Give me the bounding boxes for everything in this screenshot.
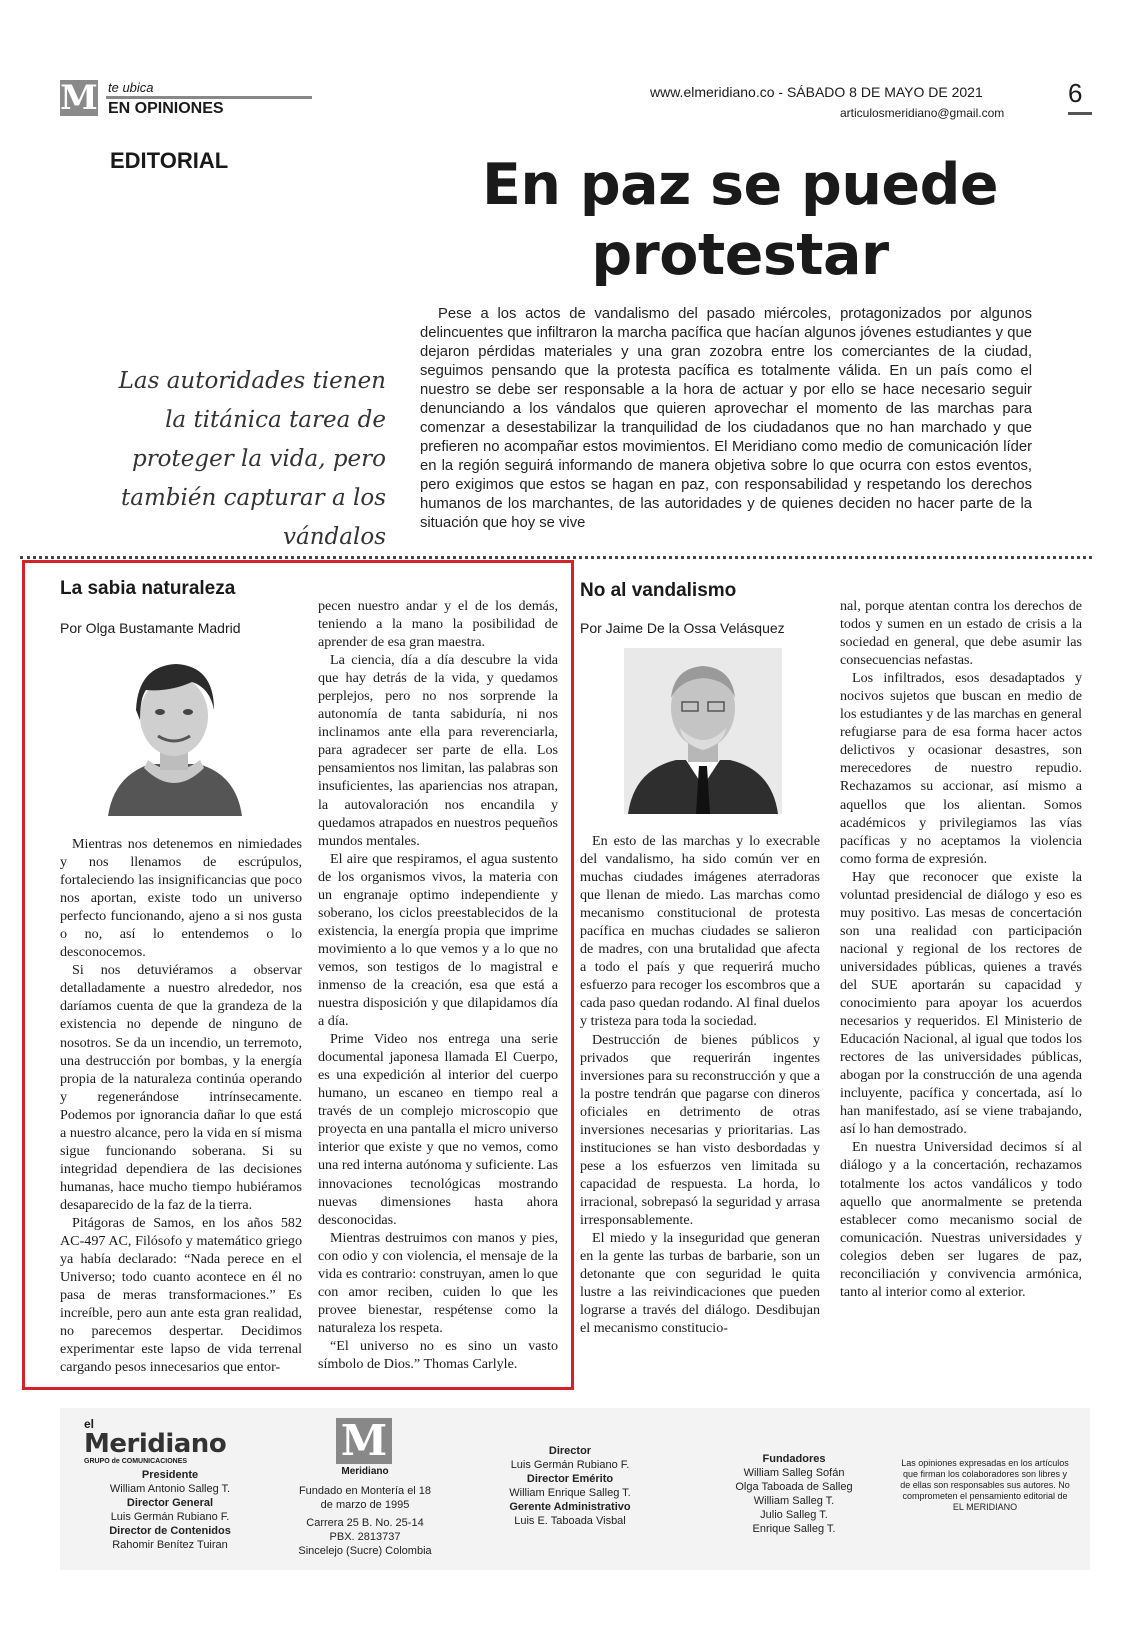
url-date: www.elmeridiano.co - SÁBADO 8 DE MAYO DE 2021 bbox=[650, 84, 983, 100]
header-rule bbox=[106, 96, 312, 99]
founder-name: William Salleg T. bbox=[753, 1495, 835, 1507]
article2-byline: Por Jaime De la Ossa Velásquez bbox=[580, 620, 785, 636]
article1-paragraph: Mientras nos detenemos en nimiedades y nos llenamos de escrúpulos, fortaleciendo las insignificancias que poco nos aportan, existe todo un universo perfecto funcionando, ajeno a si nos gusta o no, así lo entendemos o lo desconocemos. bbox=[60, 836, 302, 961]
headline-line-1: En paz se puede bbox=[481, 152, 999, 218]
phone: PBX. 2813737 bbox=[329, 1531, 401, 1543]
founder-name: William Salleg Sofán bbox=[743, 1467, 845, 1479]
contact-email: articulosmeridiano@gmail.com bbox=[840, 106, 1005, 120]
street-address: Carrera 25 B. No. 25-14 bbox=[306, 1517, 424, 1529]
article1-paragraph: pecen nuestro andar y el de los demás, teniendo a la mano la posibilidad de aprender de esa gran maestra. bbox=[318, 598, 558, 651]
article2-column-2 bbox=[840, 597, 1082, 1301]
article1-paragraph: Mientras destruimos con manos y pies, con odio y con violencia, el mensaje de la vida es contrario: construyan, amen lo que con amor reciben, cuiden lo que les provee bienestar, respétense como la naturaleza los respeta. bbox=[318, 1229, 558, 1336]
article2-title: No al vandalismo bbox=[580, 580, 737, 601]
staff-name: William Enrique Salleg T. bbox=[509, 1487, 631, 1499]
staff-role: Gerente Administrativo bbox=[509, 1501, 631, 1513]
te-ubica-label: te ubica bbox=[108, 80, 154, 95]
footer-brand bbox=[84, 1418, 254, 1466]
editorial-headline bbox=[380, 150, 1100, 290]
footer-staff-2 bbox=[490, 1444, 650, 1528]
footer-address bbox=[296, 1484, 434, 1558]
article2-paragraph: Hay que reconocer que existe la voluntad presidencial de diálogo y eso es muy positivo. Las mesas de concertación son una realidad con participación nacional y regional de los rectores de universidades públicas, quienes a través del SUE aportarán su capacidad y conocimiento para apoyar los acuerdos necesarios y requeridos. El Ministerio de Educación Nacional, al igual que todos los rectores de las universidades públicas, abogan por la construcción de una agenda incluyente, pacífica y concertada, así lo han manifestado, así se viene trabajando, así lo han demostrado. bbox=[840, 868, 1082, 1138]
article2-paragraph: En nuestra Universidad decimos sí al diálogo y a la concertación, rechazamos totalmente los actos vandálicos y todo aquello que anormalmente se pretenda establecer como mecanismo social de comunicación. Nuestras universidades y colegios deben ser lugares de paz, reconciliación y convivencia armónica, tanto al interior como al exterior. bbox=[840, 1139, 1082, 1300]
article1-column-2 bbox=[318, 597, 558, 1373]
editorial-label: EDITORIAL bbox=[110, 148, 229, 173]
author-photo-jaime bbox=[624, 648, 782, 814]
staff-name: Luis Germán Rubiano F. bbox=[110, 1511, 230, 1523]
staff-role: Director bbox=[548, 1445, 592, 1457]
article1-paragraph: El aire que respiramos, el agua sustento de los organismos vivos, la materia con un engranaje optimo independiente y soberano, los ciclos preestablecidos de la existencia, la energía propia que imprime movimiento a lo que vemos y a lo que no vemos, son testigos de lo magistral e inmenso de la creación, esa que está a nuestra disposición y que dilapidamos día a día. bbox=[318, 850, 558, 1030]
founder-name: Olga Taboada de Salleg bbox=[735, 1481, 853, 1493]
article1-paragraph: Si nos detuviéramos a observar detalladamente a nuestro alrededor, nos daríamos cuenta de que la grandeza de la existencia no depende de ninguno de nosotros. Se da un incendio, un terremoto, una destrucción por bombas, y la energía propia de la naturaleza continúa operando y regenerándose intrínsecamente. Podemos por ignorancia dañar lo que está a nuestro alcance, pero la vida en sí misma sigue funcionando soberana. Si su integridad dependiera de las decisiones humanas, hace mucho tiempo hubiéramos desaparecido de la faz de la tierra. bbox=[60, 962, 302, 1213]
staff-name: William Antonio Salleg T. bbox=[109, 1483, 231, 1495]
staff-name: Rahomir Benítez Tuiran bbox=[112, 1539, 228, 1551]
article1-title: La sabia naturaleza bbox=[60, 578, 236, 599]
article1-paragraph: Prime Video nos entrega una serie documental japonesa llamada El Cuerpo, es una expedición al interior del cuerpo humano, un escaneo en tiempo real a través de un complejo microscopio que proyecta en una pantalla el micro universo interior que existe y que no vemos, como una red interna autónoma y suficiente. Las innovaciones tecnológicas mostrando nuevas dimensiones hasta ahora desconocidas. bbox=[318, 1031, 558, 1228]
article2-paragraph: En esto de las marchas y lo execrable del vandalismo, ha sido común ver en muchas ciudades imágenes aterradoras que llenan de miedo. Las marchas como mecanismo constitucional de protesta pacífica en muchas ciudades se salieron de madres, con una brutalidad que afecta a todo el país y que requerirá mucho esfuerzo para recoger los escombros que a cada paso quedan rodando. Al final duelos y tristeza para toda la sociedad. bbox=[580, 833, 820, 1030]
section-divider bbox=[20, 556, 1092, 559]
city: Sincelejo (Sucre) Colombia bbox=[298, 1545, 432, 1557]
article1-paragraph: La ciencia, día a día descubre la vida que hay detrás de la vida, y quedamos perplejos, pero no nos sorprende la autonomía de tanta sabiduría, ni nos inclinamos ante ella para reverenciarla, para agradecer ser parte de ella. Los pensamientos nos limitan, las palabras son insuficientes, las apariencias nos atrapan, la autovaloración nos encandila y quedamos atrapados en nuestros pequeños mundos mentales. bbox=[318, 652, 558, 849]
article1-paragraph: Pitágoras de Samos, en los años 582 AC-497 AC, Filósofo y matemático griego ya había declarado: “Nada perece en el Universo; todo cuanto acontece en él no pasa de meras transformaciones.” Es increíble, pero aun ante esta gran realidad, no parecemos despertar. Decidimos experimentar este lapso de vida terrenal cargando pesos innecesarios que entor- bbox=[60, 1214, 302, 1376]
editorial-body: Pese a los actos de vandalismo del pasado miércoles, protagonizados por algunos delincuentes que infiltraron la marcha pacífica que hacían algunos jóvenes estudiantes y que dejaron pérdidas materiales y una gran zozobra entre los comerciantes de la ciudad, seguimos pensando que la protesta pacífica es totalmente válida. En un país como el nuestro se debe ser responsable a la hora de actuar y por ello se hace necesario seguir denunciando a los vándalos que quieren aprovechar el momento de las marchas para comenzar a desestabilizar la tranquilidad de los ciudadanos que no han marchado y que prefieren no acompañar estos movimientos. El Meridiano como medio de comunicación líder en la región seguirá informando de manera objetiva sobre lo que ocurra con estos eventos, pero exigimos que estos se hagan en paz, con responsabilidad y respetando los derechos humanos de los marchantes, de las autoridades y de quienes deciden no hacer parte de la situación que hoy se vive bbox=[420, 306, 1032, 531]
founder-name: Enrique Salleg T. bbox=[752, 1523, 836, 1535]
page-number-rule bbox=[1068, 112, 1092, 115]
author-photo-olga bbox=[100, 648, 248, 816]
meridiano-logo: M bbox=[60, 78, 98, 118]
staff-role: Director General bbox=[126, 1497, 214, 1509]
founders-title: Fundadores bbox=[762, 1453, 826, 1465]
staff-role: Director de Contenidos bbox=[109, 1525, 231, 1537]
staff-role: Presidente bbox=[141, 1469, 199, 1481]
article1-column-1 bbox=[60, 835, 302, 1376]
brand-subtitle: GRUPO de COMUNICACIONES bbox=[84, 1458, 188, 1465]
section-label: EN OPINIONES bbox=[108, 100, 224, 117]
article2-column-1 bbox=[580, 832, 820, 1337]
article2-paragraph: nal, porque atentan contra los derechos de todos y sumen en un estado de crisis a la sociedad en general, que debe asumir las consecuencias nefastas. bbox=[840, 598, 1082, 669]
article2-paragraph: El miedo y la inseguridad que generan en la gente las turbas de barbarie, son un detonante que con seguridad le quita lustre a las reivindicaciones que pueden lograrse a través del diálogo. Desdibujan el mecanismo constitucio- bbox=[580, 1230, 820, 1337]
pull-quote: Las autoridades tienen la titánica tarea de proteger la vida, pero también capturar a los vándalos bbox=[118, 368, 386, 550]
article1-paragraph: “El universo no es sino un vasto símbolo de Dios.” Thomas Carlyle. bbox=[318, 1337, 558, 1372]
founded-text: Fundado en Montería el 18 de marzo de 1995 bbox=[298, 1485, 432, 1511]
footer-logo-m: M bbox=[336, 1418, 392, 1464]
headline-line-2: protestar bbox=[591, 222, 889, 288]
page-number: 6 bbox=[1068, 78, 1083, 108]
footer-founders bbox=[714, 1452, 874, 1536]
founder-name: Julio Salleg T. bbox=[760, 1509, 828, 1521]
article2-paragraph: Destrucción de bienes públicos y privados que requerirán ingentes inversiones para su reconstrucción y que a la postre tendrán que pagarse con dineros oficiales en detrimento de otras inversiones necesarias y prioritarias. Las instituciones se han visto desbordadas y pese a los esfuerzos ven limitada su capacidad de respuesta. La horda, lo irracional, sobrepasó la seguridad y arrasa irresponsablemente. bbox=[580, 1031, 820, 1228]
footer-disclaimer: Las opiniones expresadas en los artículos que firman los colaboradores son libres y de ellas son responsables sus autores. No comprometen el pensamiento editorial de EL MERIDIANO bbox=[900, 1458, 1070, 1512]
staff-name: Luis E. Taboada Visbal bbox=[514, 1515, 626, 1527]
article2-paragraph: Los infiltrados, esos desadaptados y nocivos sujetos que buscan en medio de los estudiantes y de las marchas en general refugiarse para de esa forma hacer actos delictivos y ocasionar desastres, son merecedores de nuestro repudio. Rechazamos su accionar, así mismo a aquellos que los alientan. Somos académicos y privilegiamos las vías pacíficas y no aceptamos la violencia como forma de expresión. bbox=[840, 670, 1082, 867]
brand-el: el bbox=[84, 1417, 95, 1431]
brand-name: Meridiano bbox=[84, 1429, 227, 1459]
staff-role: Director Emérito bbox=[526, 1473, 614, 1485]
staff-name: Luis Germán Rubiano F. bbox=[510, 1459, 630, 1471]
footer-logo-name: Meridiano bbox=[341, 1466, 389, 1477]
article1-byline: Por Olga Bustamante Madrid bbox=[60, 620, 241, 636]
footer-staff-1 bbox=[80, 1468, 260, 1552]
